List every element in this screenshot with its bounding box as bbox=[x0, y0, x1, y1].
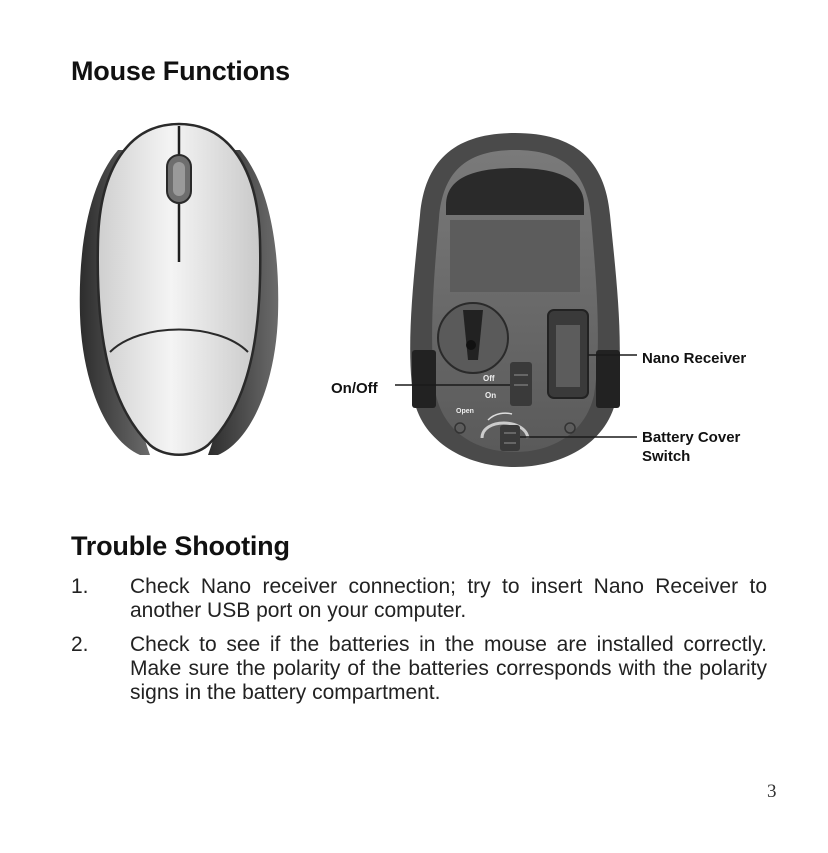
mouse-top-view bbox=[80, 124, 278, 455]
list-item-number: 2. bbox=[71, 633, 89, 656]
on-off-callout: On/Off bbox=[331, 380, 378, 397]
switch-off-mark: Off bbox=[483, 374, 495, 383]
trouble-shooting-heading: Trouble Shooting bbox=[71, 531, 290, 561]
switch-on-mark: On bbox=[485, 391, 497, 400]
battery-cover-switch bbox=[500, 425, 520, 451]
nano-receiver-callout: Nano Receiver bbox=[642, 350, 747, 367]
trouble-shooting-list bbox=[71, 575, 767, 715]
switch-open-mark: Open bbox=[456, 408, 474, 415]
right-foot-pad bbox=[596, 350, 620, 408]
battery-cover-switch-callout: Battery Cover Switch bbox=[642, 429, 741, 465]
front-pad bbox=[450, 220, 580, 292]
mouse-functions-heading: Mouse Functions bbox=[71, 56, 290, 86]
list-item-number: 1. bbox=[71, 575, 89, 598]
list-item-text: Check to see if the batteries in the mouse are installed correctly. Make sure the polarity of the batteries corresponds with the polarity signs in the battery compartment. bbox=[130, 633, 767, 704]
page-number: 3 bbox=[767, 781, 777, 802]
list-item bbox=[71, 575, 767, 623]
list-item-text: Check Nano receiver connection; try to insert Nano Receiver to another USB port on your computer. bbox=[130, 575, 767, 622]
list-item bbox=[71, 633, 767, 705]
left-foot-pad bbox=[412, 350, 436, 408]
mouse-bottom-view bbox=[410, 133, 620, 467]
